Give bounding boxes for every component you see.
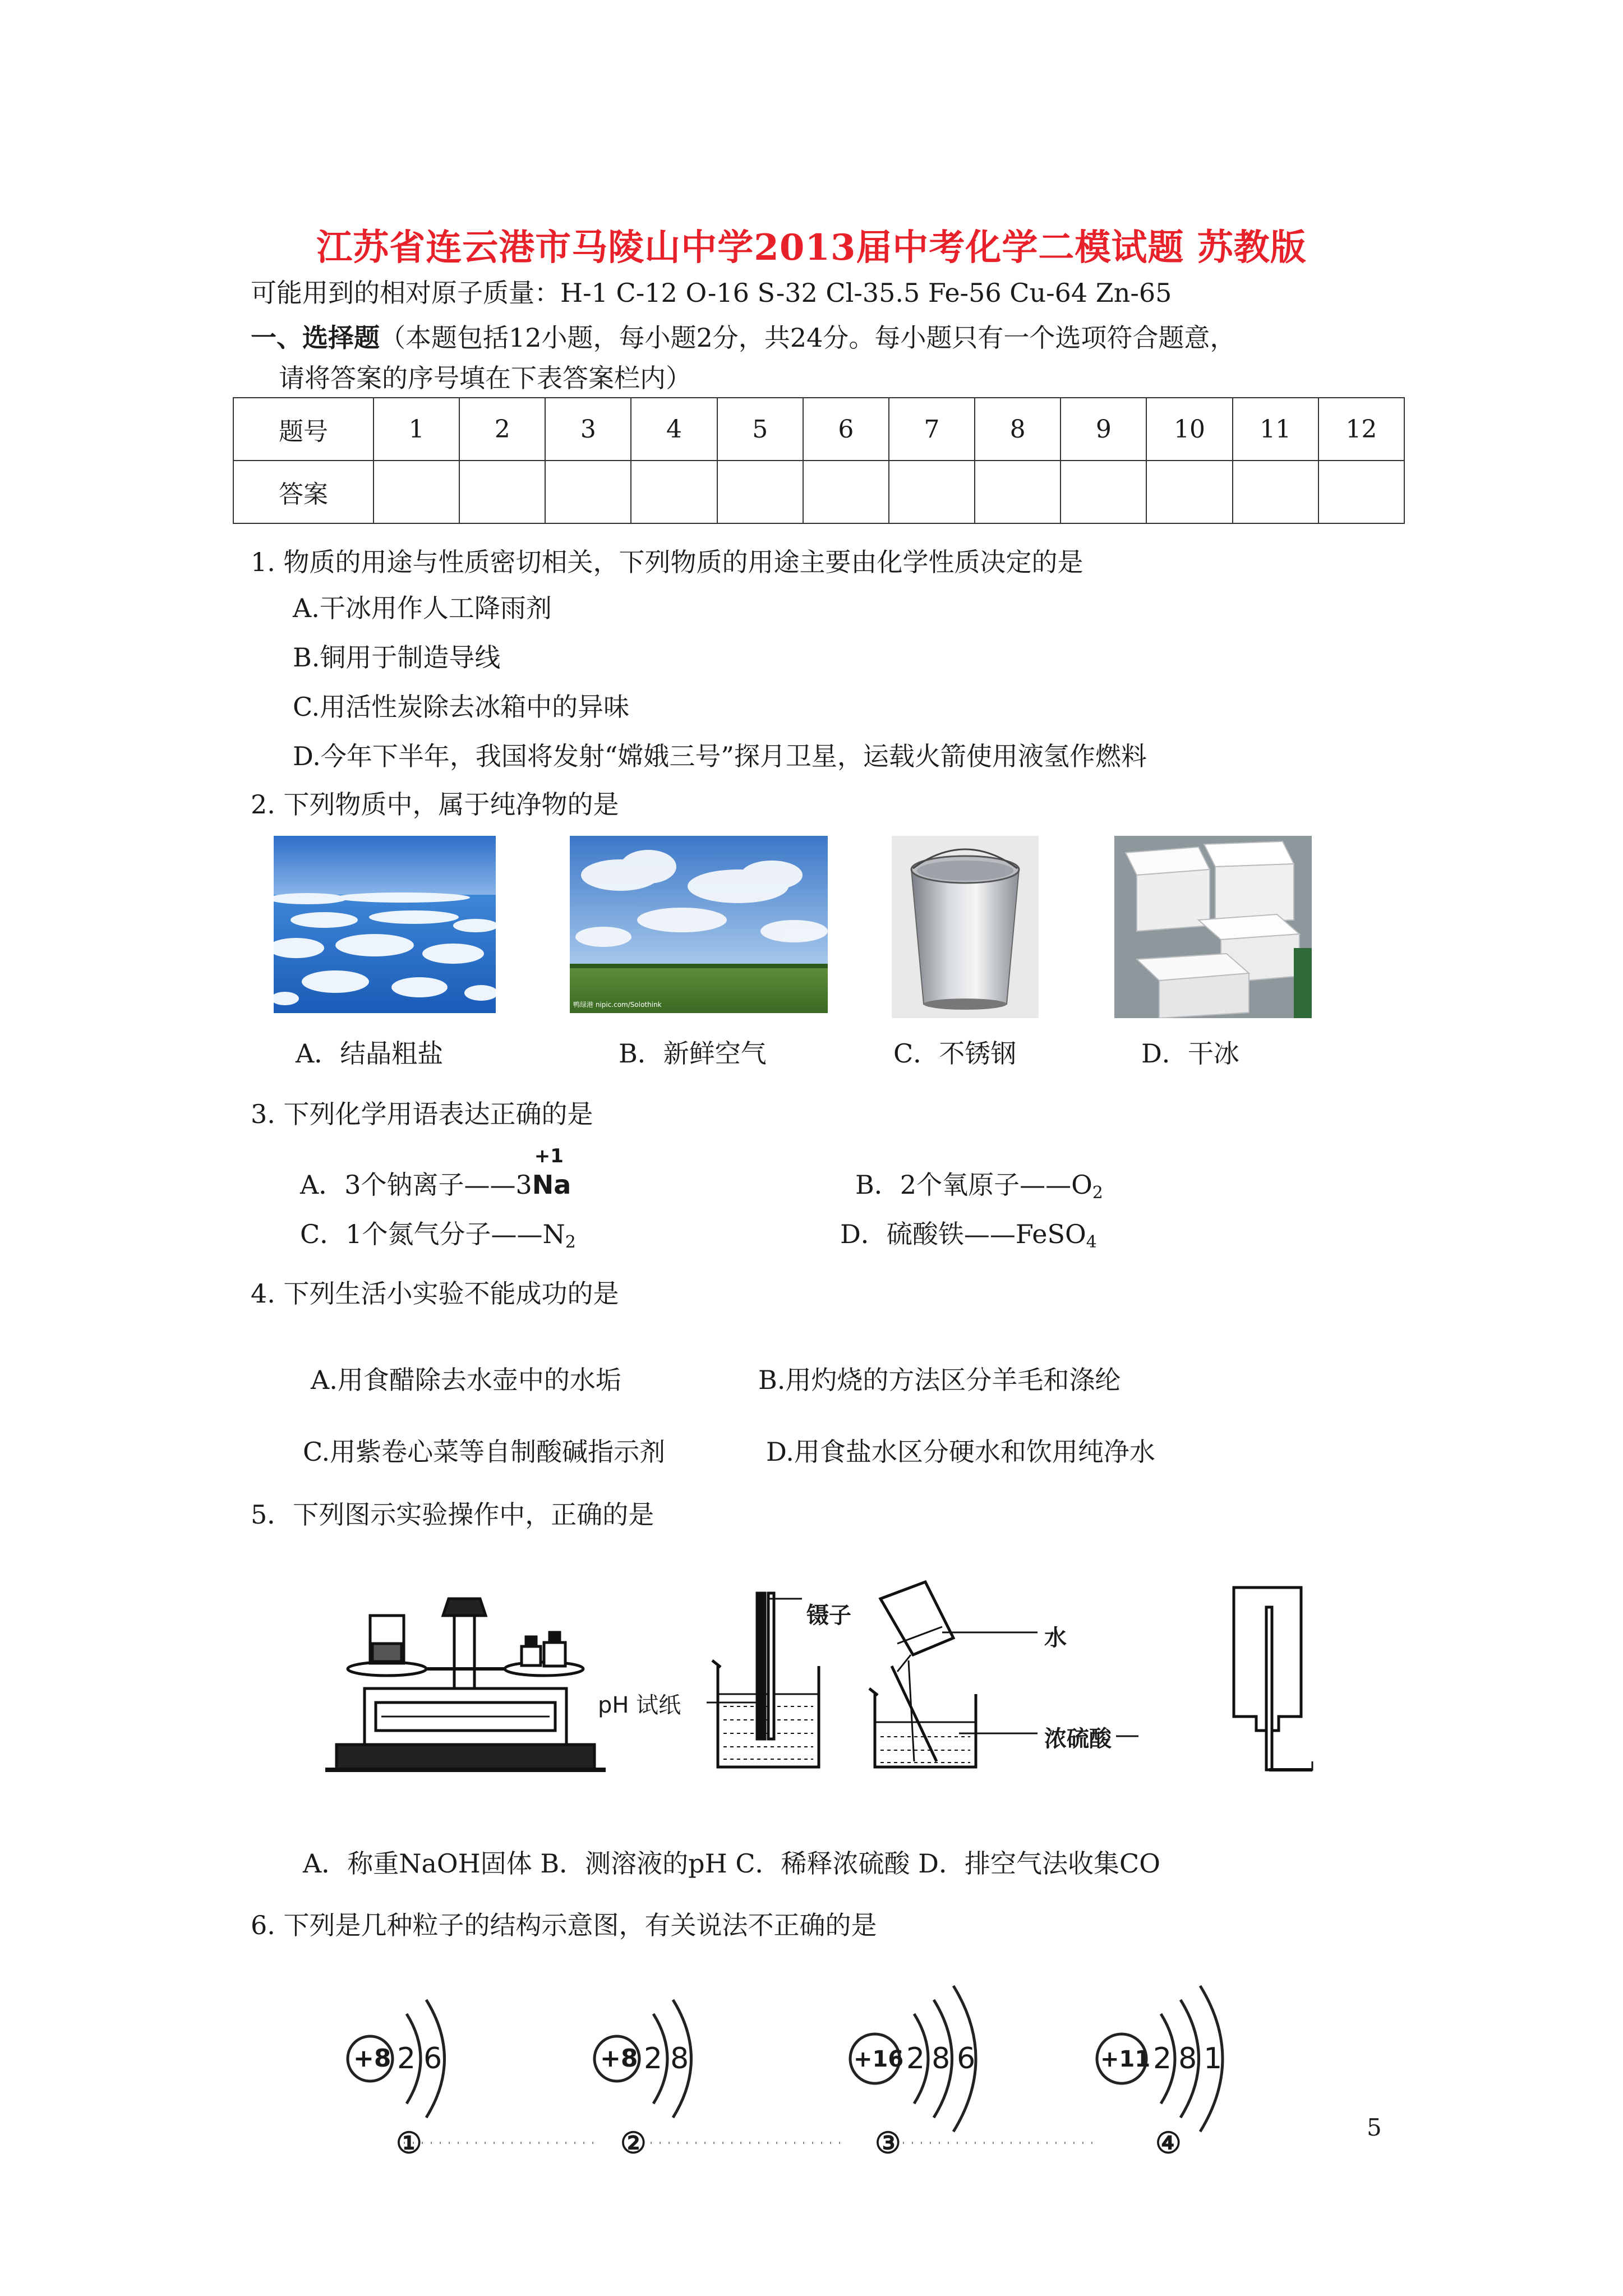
q2-option-c: C．不锈钢 — [893, 1038, 1017, 1069]
concentrated-acid-label: 浓硫酸 — [1044, 1726, 1112, 1752]
q1-option-c: C.用活性炭除去冰箱中的异味 — [293, 692, 630, 722]
q3-option-b — [855, 1165, 1103, 1203]
table-header-answer: 答案 — [233, 461, 374, 523]
table-cell-number: 2 — [459, 398, 545, 461]
q3-charge-label: +1 — [534, 1145, 564, 1167]
q3-option-a-text: A．3个钠离子——3 — [300, 1170, 532, 1200]
particle-1-nucleus: +8 — [353, 2044, 391, 2073]
q4-option-b: B.用灼烧的方法区分羊毛和涤纶 — [758, 1365, 1121, 1395]
table-cell-number: 8 — [975, 398, 1061, 461]
q1-option-a: A.干冰用作人工降雨剂 — [293, 593, 552, 623]
fresh-air-image — [570, 836, 828, 1013]
balance-illustration — [325, 1599, 606, 1770]
particle-1-electrons: 26 — [397, 2042, 450, 2076]
answer-cell[interactable] — [803, 461, 889, 523]
q3-option-c — [300, 1214, 576, 1252]
table-cell-number: 6 — [803, 398, 889, 461]
q6-stem: 6. 下列是几种粒子的结构示意图，有关说法不正确的是 — [251, 1910, 877, 1940]
answer-table — [233, 397, 1405, 524]
q5-options: A．称重NaOH固体 B．测溶液的pH C．稀释浓硫酸 D．排空气法收集CO — [303, 1848, 1160, 1879]
table-cell-number: 7 — [889, 398, 975, 461]
atomic-mass-line: 可能用到的相对原子质量：H-1 C-12 O-16 S-32 Cl-35.5 Fe-56 Cu-64 Zn-65 — [251, 278, 1172, 308]
particle-2-label: ② — [620, 2126, 647, 2160]
q2-option-b: B．新鲜空气 — [619, 1038, 767, 1069]
page-number: 5 — [1367, 2114, 1382, 2141]
particle-1-label: ① — [396, 2126, 422, 2160]
q1-option-d: D.今年下半年，我国将发射“嫦娥三号”探月卫星，运载火箭使用液氢作燃料 — [293, 741, 1147, 771]
q4-option-c: C.用紫卷心菜等自制酸碱指示剂 — [303, 1437, 666, 1467]
table-cell-number: 1 — [374, 398, 459, 461]
q3-stem: 3. 下列化学用语表达正确的是 — [251, 1099, 593, 1129]
answer-cell[interactable] — [631, 461, 717, 523]
answer-table-answer-row — [233, 461, 1404, 523]
q3-option-c-text: C．1个氮气分子——N — [300, 1219, 565, 1249]
page-title: 江苏省连云港市马陵山中学2013届中考化学二模试题 苏教版 — [316, 227, 1307, 269]
answer-cell[interactable] — [1318, 461, 1404, 523]
particle-3-electrons: 286 — [906, 2042, 983, 2076]
section-instructions-2: 请将答案的序号填在下表答案栏内） — [279, 363, 691, 393]
answer-cell[interactable] — [1061, 461, 1146, 523]
q1-stem: 1. 物质的用途与性质密切相关，下列物质的用途主要由化学性质决定的是 — [251, 547, 1083, 577]
particle-3-label: ③ — [875, 2126, 901, 2160]
dry-ice-image — [1114, 836, 1312, 1018]
q4-option-d: D.用食盐水区分硬水和饮用纯净水 — [766, 1437, 1155, 1467]
answer-cell[interactable] — [889, 461, 975, 523]
answer-cell[interactable] — [374, 461, 459, 523]
q4-stem: 4. 下列生活小实验不能成功的是 — [251, 1278, 619, 1309]
q5-stem: 5．下列图示实验操作中，正确的是 — [251, 1499, 654, 1530]
q3-option-b-subscript: 2 — [1092, 1183, 1103, 1203]
q3-sodium-symbol — [532, 1145, 571, 1200]
answer-cell[interactable] — [545, 461, 631, 523]
q3-option-a — [300, 1145, 571, 1202]
table-cell-number: 5 — [717, 398, 803, 461]
table-cell-number: 3 — [545, 398, 631, 461]
q2-option-a: A．结晶粗盐 — [296, 1038, 444, 1069]
particle-2-nucleus: +8 — [600, 2044, 638, 2073]
answer-cell[interactable] — [1146, 461, 1232, 523]
section-heading: 一、选择题 — [251, 323, 380, 353]
particle-4-nucleus: +11 — [1100, 2046, 1151, 2072]
crystal-salt-image — [274, 836, 496, 1013]
ph-paper-label: pH 试纸 — [598, 1692, 681, 1718]
particle-3-nucleus: +16 — [854, 2046, 904, 2072]
q3-option-c-subscript: 2 — [565, 1232, 576, 1252]
gas-collection-illustration — [1234, 1588, 1312, 1770]
ph-test-illustration — [707, 1593, 819, 1767]
table-cell-number: 11 — [1233, 398, 1318, 461]
q2-stem: 2. 下列物质中，属于纯净物的是 — [251, 789, 619, 820]
answer-cell[interactable] — [1233, 461, 1318, 523]
q3-option-b-text: B．2个氧原子——O — [855, 1170, 1092, 1200]
section-heading-line — [251, 318, 1235, 355]
answer-cell[interactable] — [459, 461, 545, 523]
q3-option-d — [840, 1214, 1097, 1252]
particle-4-label: ④ — [1155, 2126, 1182, 2160]
stainless-steel-image — [892, 836, 1039, 1018]
particle-4-electrons: 281 — [1153, 2042, 1229, 2076]
q3-option-d-subscript: 4 — [1086, 1232, 1097, 1252]
answer-cell[interactable] — [975, 461, 1061, 523]
table-cell-number: 9 — [1061, 398, 1146, 461]
q1-option-b: B.铜用于制造导线 — [293, 642, 501, 673]
table-cell-number: 12 — [1318, 398, 1404, 461]
q2-option-d: D．干冰 — [1141, 1038, 1239, 1069]
section-instructions: （本题包括12小题，每小题2分，共24分。每小题只有一个选项符合题意， — [380, 323, 1236, 353]
table-header-number: 题号 — [233, 398, 374, 461]
table-cell-number: 4 — [631, 398, 717, 461]
image-watermark: 鸭绿港 nipic.com/Solothink — [573, 1001, 662, 1009]
particle-2-electrons: 28 — [644, 2042, 697, 2076]
tweezers-label: 镊子 — [806, 1602, 851, 1628]
water-label: 水 — [1044, 1625, 1067, 1651]
q4-option-a: A.用食醋除去水壶中的水垢 — [311, 1365, 621, 1395]
table-cell-number: 10 — [1146, 398, 1232, 461]
answer-cell[interactable] — [717, 461, 803, 523]
answer-table-number-row — [233, 398, 1404, 461]
q3-symbol-text: Na — [532, 1170, 571, 1200]
q3-option-d-text: D．硫酸铁——FeSO — [840, 1219, 1086, 1249]
